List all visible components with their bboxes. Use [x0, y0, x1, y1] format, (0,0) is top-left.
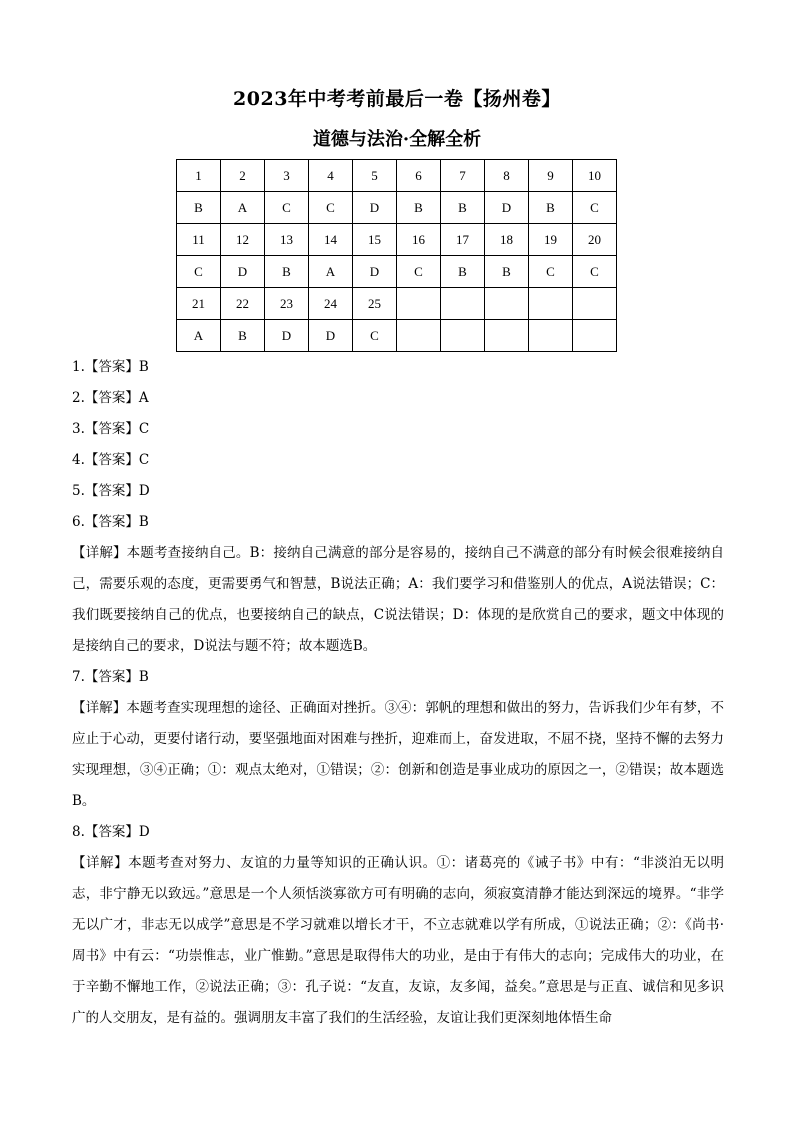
answer-table-row: [177, 320, 617, 352]
answer-table-cell: 22: [221, 288, 265, 320]
answer-table-cell: [397, 288, 441, 320]
answer-line: 5.【答案】D: [72, 483, 150, 499]
answer-table-cell: 3: [265, 160, 309, 192]
answer-line: 8.【答案】D: [72, 824, 150, 840]
answer-line: 7.【答案】B: [72, 669, 149, 685]
answer-table-cell: 23: [265, 288, 309, 320]
answer-table-cell: C: [265, 192, 309, 224]
answer-table-cell: 21: [177, 288, 221, 320]
answer-table-cell: 18: [485, 224, 529, 256]
answer-table-cell: 24: [309, 288, 353, 320]
answer-table-cell: 2: [221, 160, 265, 192]
answer-table-cell: A: [221, 192, 265, 224]
answer-table-cell: B: [397, 192, 441, 224]
detail-paragraph-7: 【详解】本题考查实现理想的途径、正确面对挫折。③④：郭帆的理想和做出的努力，告诉我们少年有梦，不应止于心动，更要付诸行动，要坚强地面对困难与挫折，迎难而上，奋发进取，不屈不挠，坚持不懈的去努力实现理想，③④正确；①：观点太绝对，①错误；②：创新和创造是事业成功的原因之一，②错误；故本题选B。: [72, 700, 724, 809]
answer-table-cell: B: [177, 192, 221, 224]
answer-table-cell: B: [265, 256, 309, 288]
answer-table-cell: 20: [573, 224, 617, 256]
answer-table-cell: 11: [177, 224, 221, 256]
answer-table-cell: 10: [573, 160, 617, 192]
answer-table-cell: [529, 288, 573, 320]
answer-table-cell: C: [309, 192, 353, 224]
answer-table-cell: 9: [529, 160, 573, 192]
answer-table-cell: 5: [353, 160, 397, 192]
answer-table-cell: 14: [309, 224, 353, 256]
page-title: 2023年中考考前最后一卷【扬州卷】: [233, 88, 561, 110]
answer-table-cell: 19: [529, 224, 573, 256]
answer-table-row: [177, 224, 617, 256]
answer-table-cell: 7: [441, 160, 485, 192]
answer-table-cell: A: [309, 256, 353, 288]
answer-table-cell: [485, 320, 529, 352]
answer-line: 3.【答案】C: [72, 421, 150, 437]
answer-table-cell: B: [441, 192, 485, 224]
answer-table-cell: B: [221, 320, 265, 352]
answer-table-cell: 15: [353, 224, 397, 256]
answer-table-cell: C: [397, 256, 441, 288]
answer-table-cell: D: [353, 192, 397, 224]
answer-table-cell: C: [573, 192, 617, 224]
answer-table-row: [177, 192, 617, 224]
answer-table-cell: C: [529, 256, 573, 288]
answer-table-cell: [485, 288, 529, 320]
answer-table-cell: 17: [441, 224, 485, 256]
answer-body: [72, 352, 724, 1034]
answer-table-cell: B: [441, 256, 485, 288]
answer-table-cell: 1: [177, 160, 221, 192]
answer-table-cell: 4: [309, 160, 353, 192]
answer-table-row: [177, 288, 617, 320]
answer-line: 4.【答案】C: [72, 452, 150, 468]
answer-table-cell: D: [265, 320, 309, 352]
answer-table: [176, 159, 617, 352]
answer-table-cell: 12: [221, 224, 265, 256]
answer-table-cell: D: [353, 256, 397, 288]
answer-table-cell: 13: [265, 224, 309, 256]
answer-table-cell: [441, 288, 485, 320]
page-subtitle: 道德与法治·全解全析: [312, 129, 482, 150]
answer-table-cell: [573, 288, 617, 320]
answer-table-cell: D: [221, 256, 265, 288]
answer-table-cell: B: [485, 256, 529, 288]
answer-line: 2.【答案】A: [72, 390, 149, 406]
answer-table-cell: A: [177, 320, 221, 352]
answer-table-cell: 16: [397, 224, 441, 256]
answer-table-row: [177, 256, 617, 288]
answer-table-cell: [573, 320, 617, 352]
answer-line: 6.【答案】B: [72, 514, 149, 530]
answer-line: 1.【答案】B: [72, 359, 149, 375]
answer-table-cell: [441, 320, 485, 352]
answer-table-cell: C: [177, 256, 221, 288]
detail-paragraph-6: 【详解】本题考查接纳自己。B：接纳自己满意的部分是容易的，接纳自己不满意的部分有时候会很难接纳自己，需要乐观的态度，更需要勇气和智慧，B说法正确；A：我们要学习和借鉴别人的优点，A说法错误；C：我们既要接纳自己的优点，也要接纳自己的缺点，C说法错误；D：体现的是欣赏自己的要求，题文中体现的是接纳自己的要求，D说法与题不符；故本题选B。: [72, 545, 724, 654]
answer-table-cell: B: [529, 192, 573, 224]
answer-table-cell: C: [573, 256, 617, 288]
answer-table-cell: 6: [397, 160, 441, 192]
answer-table-cell: [397, 320, 441, 352]
answer-table-row: [177, 160, 617, 192]
detail-paragraph-8: 【详解】本题考查对努力、友谊的力量等知识的正确认识。①：诸葛亮的《诫子书》中有：“非淡泊无以明志，非宁静无以致远。”意思是一个人须恬淡寡欲方可有明确的志向，须寂寞清静才能达到深远的境界。“非学无以广才，非志无以成学”意思是不学习就难以增长才干，不立志就难以学有所成，①说法正确；②：《尚书·周书》中有云：“功崇惟志，业广惟勤。”意思是取得伟大的功业，是由于有伟大的志向；完成伟大的功业，在于辛勤不懈地工作，②说法正确；③：孔子说：“友直，友谅，友多闻，益矣。”意思是与正直、诚信和见多识广的人交朋友，是有益的。强调朋友丰富了我们的生活经验，友谊让我们更深刻地体悟生命: [72, 855, 724, 1026]
answer-table-cell: C: [353, 320, 397, 352]
answer-table-cell: D: [485, 192, 529, 224]
answer-table-cell: D: [309, 320, 353, 352]
answer-table-cell: 8: [485, 160, 529, 192]
answer-table-cell: 25: [353, 288, 397, 320]
answer-table-cell: [529, 320, 573, 352]
